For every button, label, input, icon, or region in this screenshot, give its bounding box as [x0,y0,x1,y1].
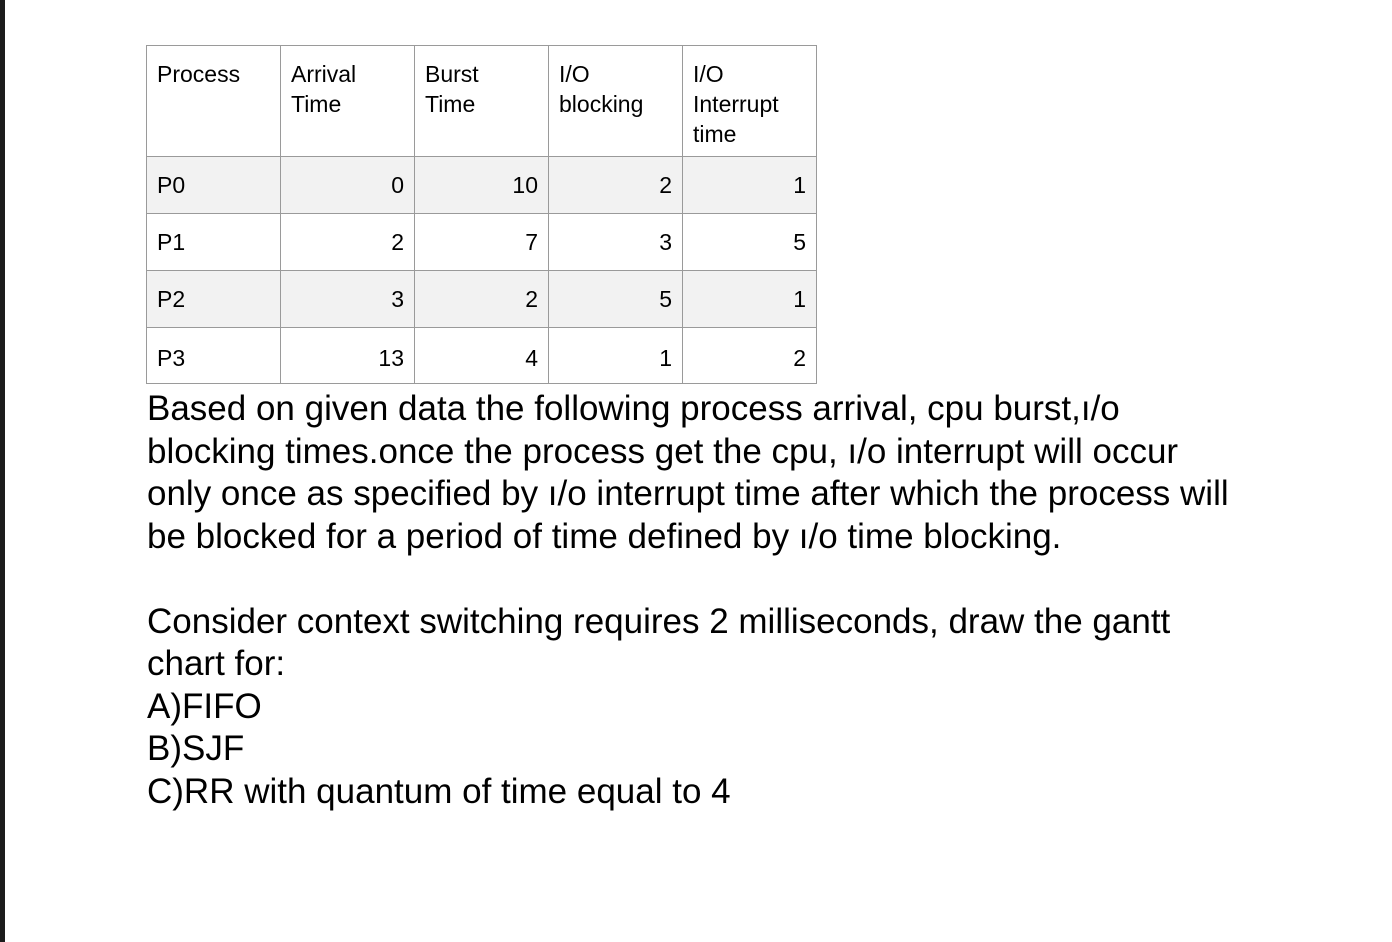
cell-arrival-time: 2 [281,214,415,271]
table-row [147,214,817,271]
question-line: only once as specified by ı/o interrupt time after which the process will [147,474,1229,513]
cell-burst-time: 2 [415,271,549,328]
header-io-interrupt-time: I/O Interrupt time [683,46,817,157]
cell-arrival-time: 0 [281,157,415,214]
left-edge-border [0,0,5,942]
option-sjf: B)SJF [147,729,245,768]
header-arrival-time: Arrival Time [281,46,415,157]
cell-io-interrupt-time: 1 [683,157,817,214]
table-row [147,157,817,214]
cell-io-blocking: 2 [549,157,683,214]
question-line: Based on given data the following process arrival, cpu burst,ı/o [147,389,1120,428]
cell-io-interrupt-time: 1 [683,271,817,328]
question-line: chart for: [147,644,286,683]
option-fifo: A)FIFO [147,686,262,726]
cell-process: P2 [147,271,281,328]
header-io-blocking: I/O blocking [549,46,683,157]
question-line: Consider context switching requires 2 milliseconds, draw the gantt [147,601,1171,641]
cell-io-interrupt-time: 2 [683,328,817,384]
question-line: blocking times.once the process get the cpu, ı/o interrupt will occur [147,431,1179,471]
cell-io-blocking: 5 [549,271,683,328]
cell-process: P1 [147,214,281,271]
cell-arrival-time: 13 [281,328,415,384]
cell-burst-time: 10 [415,157,549,214]
cell-io-interrupt-time: 5 [683,214,817,271]
cell-io-blocking: 3 [549,214,683,271]
table-row [147,271,817,328]
header-process: Process [147,46,281,157]
process-table [146,45,817,384]
cell-io-blocking: 1 [549,328,683,384]
header-burst-time: Burst Time [415,46,549,157]
paragraph-gap [147,558,1347,601]
cell-burst-time: 4 [415,328,549,384]
cell-burst-time: 7 [415,214,549,271]
question-text [147,388,1347,813]
table-header-row [147,46,817,157]
cell-process: P3 [147,328,281,384]
cell-process: P0 [147,157,281,214]
cell-arrival-time: 3 [281,271,415,328]
table-row [147,328,817,384]
question-line: be blocked for a period of time defined by ı/o time blocking. [147,516,1062,556]
option-rr: C)RR with quantum of time equal to 4 [147,771,731,811]
